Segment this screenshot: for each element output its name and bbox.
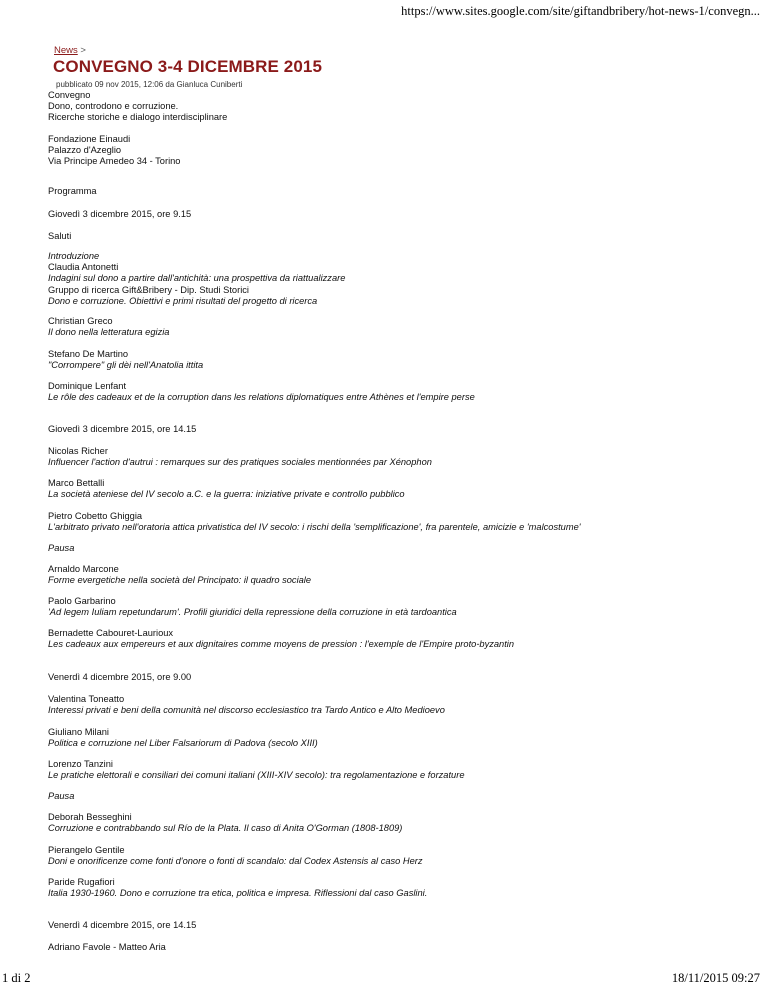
italic-line: Corruzione e contrabbando sul Río de la Plata. Il caso di Anita O'Gorman (1808-1809) bbox=[48, 823, 403, 834]
text-line: Valentina Toneatto bbox=[48, 694, 125, 704]
content-block bbox=[48, 877, 427, 899]
post-meta: pubblicato 09 nov 2015, 12:06 da Gianluca Cuniberti bbox=[56, 80, 243, 89]
italic-line: Introduzione bbox=[48, 251, 100, 261]
content-block bbox=[48, 759, 465, 781]
content-block bbox=[48, 596, 457, 618]
content-block bbox=[48, 942, 166, 953]
content-block bbox=[48, 791, 74, 802]
print-page-number: 1 di 2 bbox=[2, 971, 31, 985]
italic-line: Forme evergetiche nella società del Principato: il quadro sociale bbox=[48, 575, 312, 586]
text-line: Dono, controdono e corruzione. bbox=[48, 101, 179, 112]
content-block bbox=[48, 564, 311, 586]
text-line: Fondazione Einaudi bbox=[48, 134, 131, 144]
print-header-url: https://www.sites.google.com/site/giftandbribery/hot-news-1/convegn... bbox=[401, 4, 760, 18]
text-line: Paride Rugafiori bbox=[48, 877, 115, 887]
italic-line: Doni e onorificenze come fonti d'onore o fonti di scandalo: dal Codex Astensis al caso Herz bbox=[48, 856, 423, 867]
text-line: Ricerche storiche e dialogo interdisciplinare bbox=[48, 112, 228, 123]
breadcrumb-separator: > bbox=[80, 45, 86, 56]
italic-line: Le rôle des cadeaux et de la corruption dans les relations diplomatiques entre Athènes et l'empire perse bbox=[48, 392, 475, 403]
text-line: Christian Greco bbox=[48, 316, 113, 326]
content-block bbox=[48, 920, 196, 931]
content-block bbox=[48, 845, 423, 867]
text-line: Venerdì 4 dicembre 2015, ore 9.00 bbox=[48, 672, 192, 682]
content-block bbox=[48, 209, 191, 220]
text-line: Convegno bbox=[48, 90, 91, 100]
text-line: Bernadette Cabouret-Laurioux bbox=[48, 628, 174, 638]
text-line: Venerdì 4 dicembre 2015, ore 14.15 bbox=[48, 920, 197, 930]
text-line: Saluti bbox=[48, 231, 72, 241]
italic-line: Dono e corruzione. Obiettivi e primi risultati del progetto di ricerca bbox=[48, 295, 318, 306]
text-line: Via Principe Amedeo 34 - Torino bbox=[48, 156, 181, 167]
content-block bbox=[48, 90, 227, 124]
text-line: Palazzo d'Azeglio bbox=[48, 145, 122, 156]
text-line: Lorenzo Tanzini bbox=[48, 759, 113, 769]
text-line: Pierangelo Gentile bbox=[48, 845, 125, 855]
italic-line: Interessi privati e beni della comunità nel discorso ecclesiastico tra Tardo Antico e Alto Medioevo bbox=[48, 705, 445, 716]
text-line: Marco Bettalli bbox=[48, 478, 105, 488]
text-line: Pietro Cobetto Ghiggia bbox=[48, 511, 143, 521]
text-line: Gruppo di ricerca Gift&Bribery - Dip. Studi Storici bbox=[48, 284, 249, 295]
italic-line: La società ateniese del IV secolo a.C. e la guerra: iniziative private e controllo pubblico bbox=[48, 489, 405, 500]
content-block bbox=[48, 694, 445, 716]
content-block bbox=[48, 251, 345, 307]
text-line: Giuliano Milani bbox=[48, 727, 109, 737]
italic-line: Politica e corruzione nel Liber Falsariorum di Padova (secolo XIII) bbox=[48, 738, 318, 749]
italic-line: Pausa bbox=[48, 543, 75, 553]
content-block bbox=[48, 727, 318, 749]
text-line: Paolo Garbarino bbox=[48, 596, 116, 606]
breadcrumb-news-link[interactable]: News bbox=[54, 45, 78, 56]
text-line: Claudia Antonetti bbox=[48, 262, 119, 273]
page-title: CONVEGNO 3-4 DICEMBRE 2015 bbox=[53, 57, 323, 76]
text-line: Dominique Lenfant bbox=[48, 381, 127, 391]
text-line: Deborah Besseghini bbox=[48, 812, 132, 822]
italic-line: 'Ad legem Iuliam repetundarum'. Profili giuridici della repressione della corruzione in età tardoantica bbox=[48, 607, 457, 618]
content-block bbox=[48, 186, 97, 197]
content-block bbox=[48, 812, 402, 834]
italic-line: Il dono nella letteratura egizia bbox=[48, 327, 170, 338]
content-block bbox=[48, 672, 191, 683]
content-block bbox=[48, 134, 180, 168]
content-block bbox=[48, 381, 475, 403]
content-block bbox=[48, 478, 405, 500]
italic-line: "Corrompere" gli dèi nell'Anatolia ittita bbox=[48, 360, 204, 371]
content-block bbox=[48, 349, 203, 371]
italic-line: Indagini sul dono a partire dall'antichità: una prospettiva da riattualizzare bbox=[48, 273, 346, 284]
text-line: Giovedì 3 dicembre 2015, ore 9.15 bbox=[48, 209, 192, 219]
italic-line: L'arbitrato privato nell'oratoria attica privatistica del IV secolo: i rischi della 'semplificazione', fra parentele, amicizie e 'malcostume' bbox=[48, 522, 581, 533]
content-block bbox=[48, 446, 432, 468]
text-line: Giovedì 3 dicembre 2015, ore 14.15 bbox=[48, 424, 197, 434]
content-block bbox=[48, 628, 514, 650]
text-line: Programma bbox=[48, 186, 97, 196]
breadcrumb bbox=[54, 45, 86, 56]
content-block bbox=[48, 511, 581, 533]
content-block bbox=[48, 316, 169, 338]
content-block bbox=[48, 424, 196, 435]
text-line: Nicolas Richer bbox=[48, 446, 108, 456]
italic-line: Influencer l'action d'autrui : remarques sur des pratiques sociales mentionnées par Xénophon bbox=[48, 457, 432, 468]
print-datetime: 18/11/2015 09:27 bbox=[671, 971, 760, 985]
italic-line: Les cadeaux aux empereurs et aux dignitaires comme moyens de pression : l'exemple de l'Empire proto-byzantin bbox=[48, 639, 515, 650]
content-block bbox=[48, 231, 71, 242]
text-line: Stefano De Martino bbox=[48, 349, 129, 359]
text-line: Adriano Favole - Matteo Aria bbox=[48, 942, 166, 952]
italic-line: Le pratiche elettorali e consiliari dei comuni italiani (XIII-XIV secolo): tra regolamentazione e forzature bbox=[48, 770, 465, 781]
text-line: Arnaldo Marcone bbox=[48, 564, 119, 574]
content-block bbox=[48, 543, 74, 554]
italic-line: Italia 1930-1960. Dono e corruzione tra etica, politica e impresa. Riflessioni dal caso Gaslini. bbox=[48, 888, 428, 899]
italic-line: Pausa bbox=[48, 791, 75, 801]
